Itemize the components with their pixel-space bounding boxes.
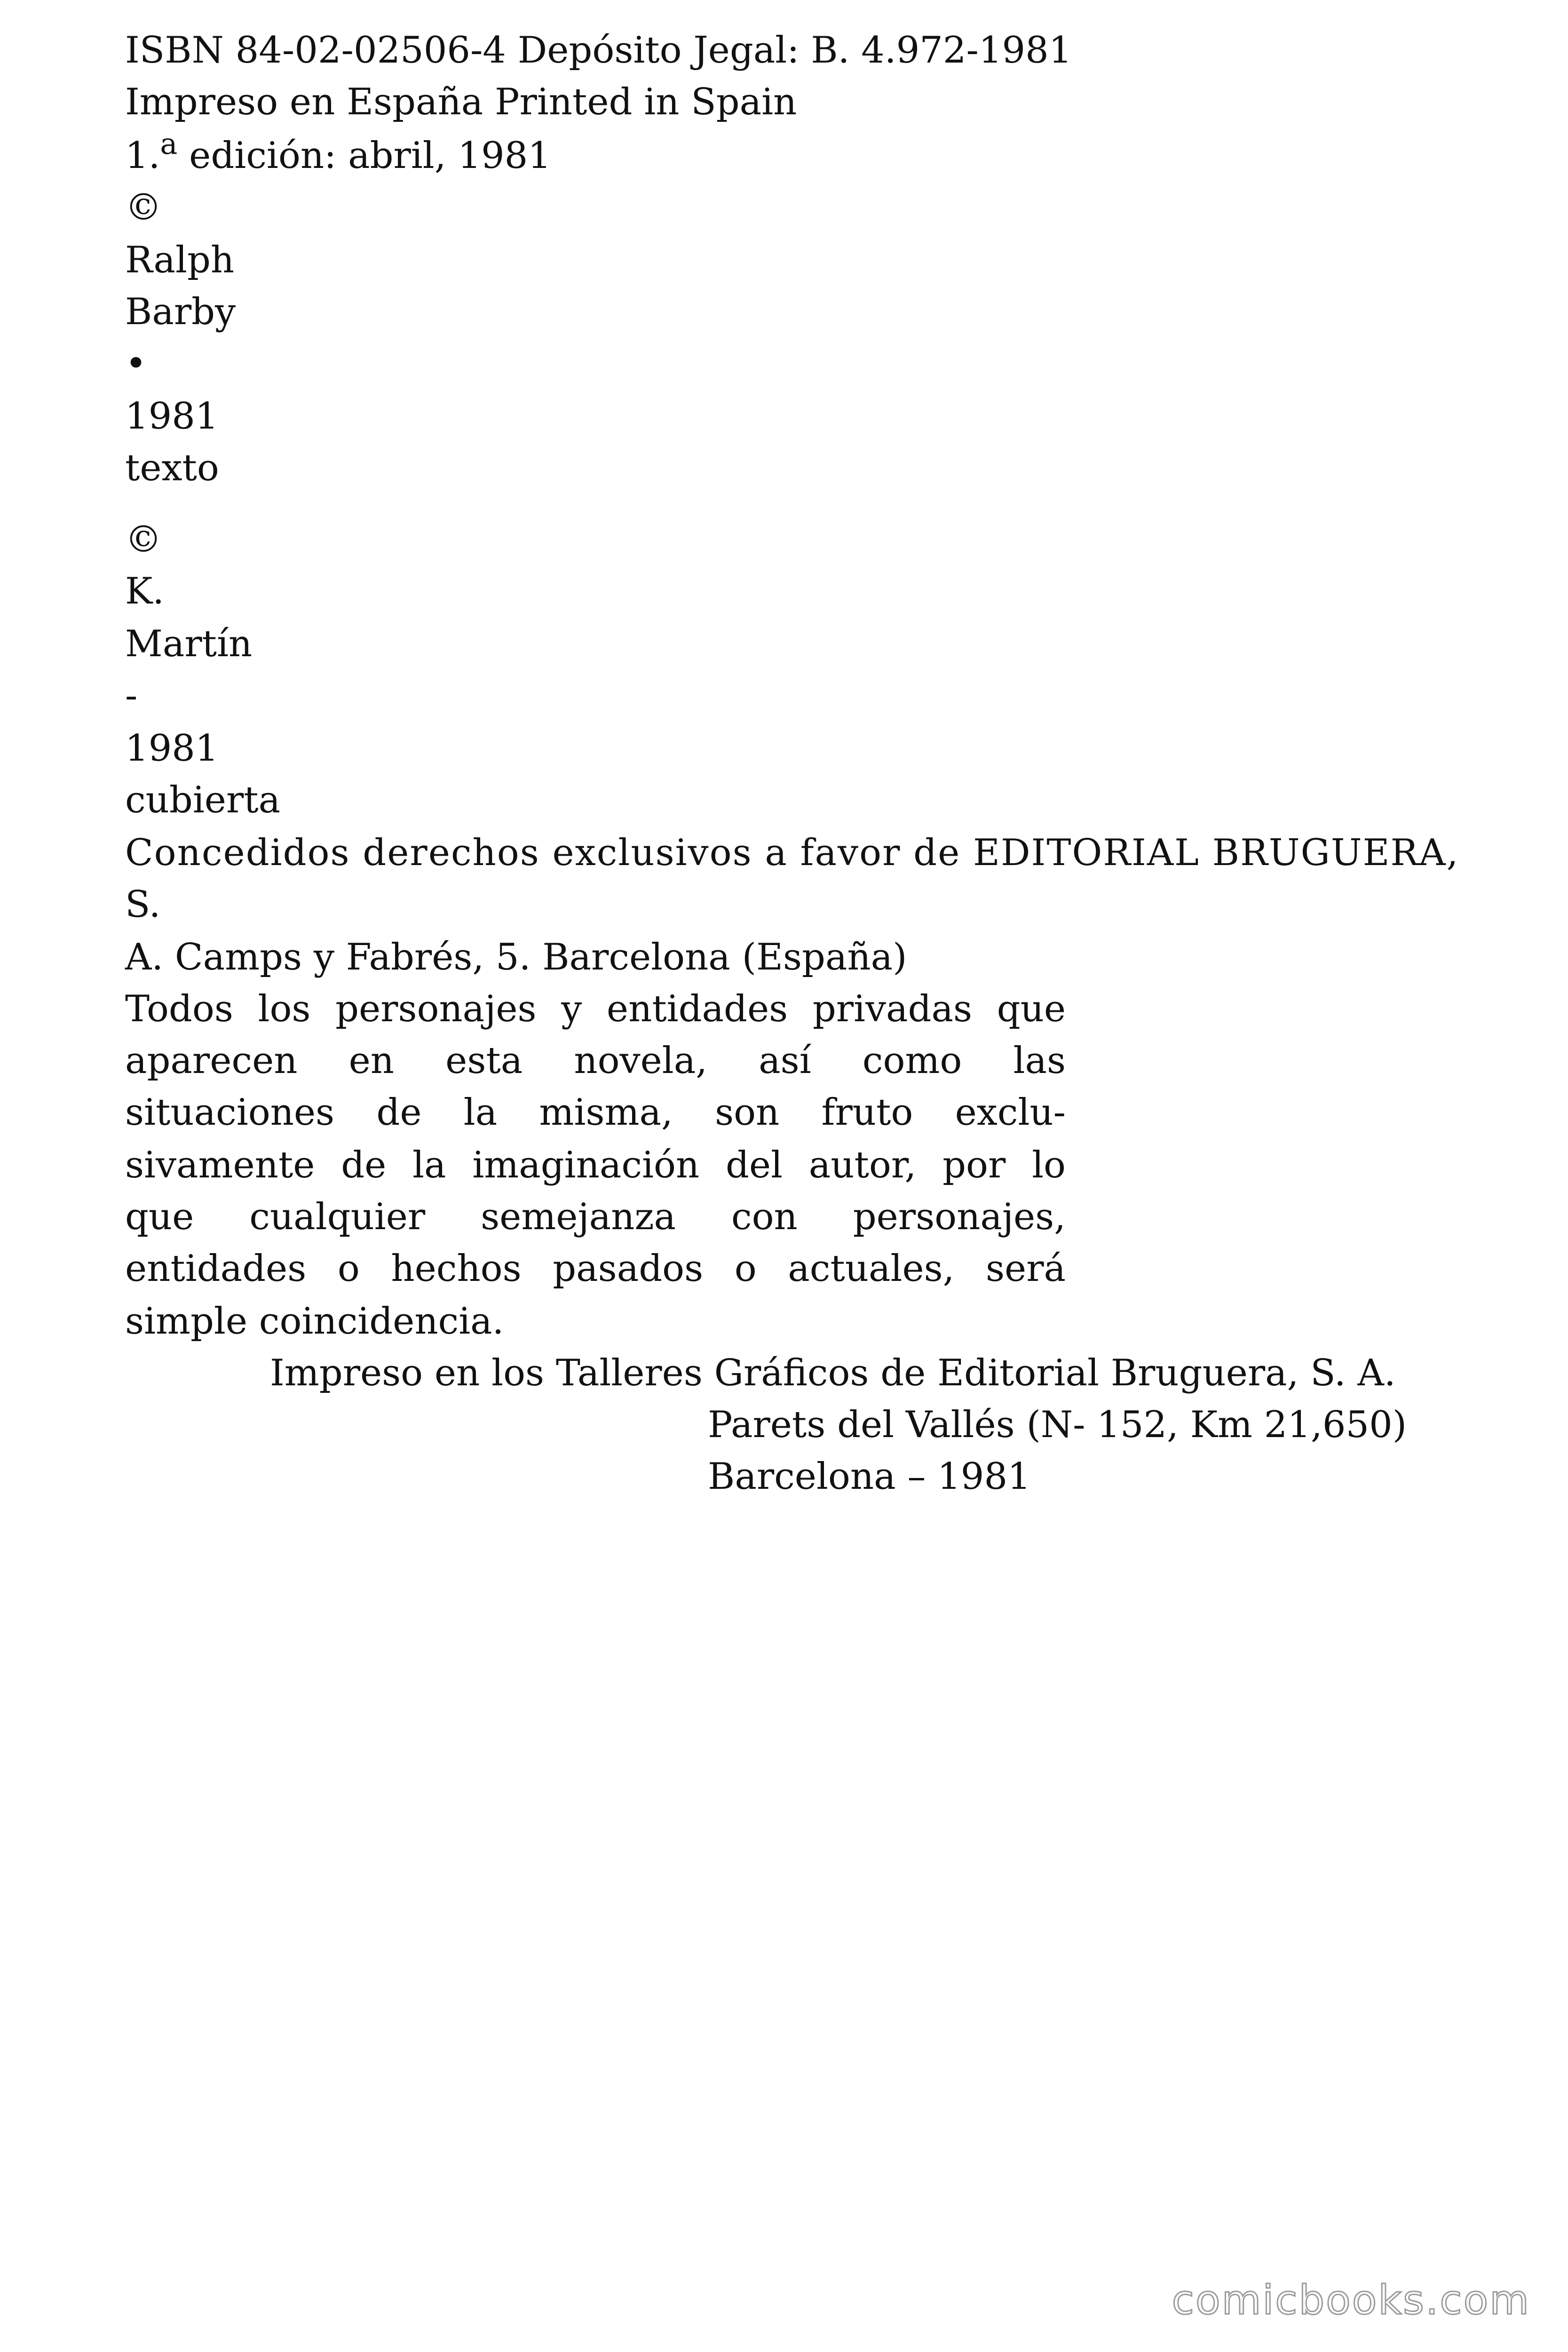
- printer-line: Impreso en los Talleres Gráficos de Editorial Bruguera, S. A.: [270, 1352, 1396, 1394]
- author-first-name: Ralph: [125, 239, 235, 281]
- copyright-symbol: ©: [125, 186, 162, 229]
- artist-initial: K.: [125, 570, 165, 612]
- disclaimer-line: Todos los personajes y entidades privadas que: [125, 988, 1066, 1030]
- printer-address: Parets del Vallés (N- 152, Km 21,650): [708, 1404, 1407, 1446]
- printed-in-spain-line: Impreso en España Printed in Spain: [125, 81, 797, 123]
- isbn-line: ISBN 84-02-02506-4 Depósito Jegal: B. 4.972-1981: [125, 29, 1072, 72]
- edition-line: [125, 127, 551, 177]
- artist-last-name: Martín: [125, 623, 253, 665]
- credit-separator: -: [125, 675, 138, 717]
- printer-city-year: Barcelona – 1981: [708, 1455, 1031, 1498]
- disclaimer-line: situaciones de la misma, son fruto exclu-: [125, 1091, 1066, 1134]
- site-watermark: comicbooks.com: [1172, 2277, 1530, 2324]
- edition-superscript: a: [160, 127, 178, 161]
- text-year: 1981: [125, 395, 219, 437]
- author-last-name: Barby: [125, 291, 236, 333]
- publisher-address: A. Camps y Fabrés, 5. Barcelona (España): [125, 936, 907, 978]
- cover-role: cubierta: [125, 779, 281, 821]
- edition-text: edición: abril, 1981: [177, 135, 551, 177]
- edition-prefix: 1.: [125, 135, 160, 177]
- copyright-symbol: ©: [125, 518, 162, 561]
- disclaimer-line: aparecen en esta novela, así como las: [125, 1040, 1066, 1082]
- disclaimer-line: simple coincidencia.: [125, 1300, 504, 1343]
- disclaimer-line: que cualquier semejanza con personajes,: [125, 1196, 1066, 1238]
- text-role: texto: [125, 447, 219, 489]
- credit-separator: •: [125, 342, 147, 385]
- disclaimer-line: sivamente de la imaginación del autor, por lo: [125, 1144, 1066, 1186]
- cover-year: 1981: [125, 727, 219, 770]
- rights-line: S.: [125, 883, 161, 926]
- disclaimer-line: entidades o hechos pasados o actuales, será: [125, 1248, 1066, 1290]
- rights-line: Concedidos derechos exclusivos a favor de EDITORIAL BRUGUERA,: [125, 832, 1459, 874]
